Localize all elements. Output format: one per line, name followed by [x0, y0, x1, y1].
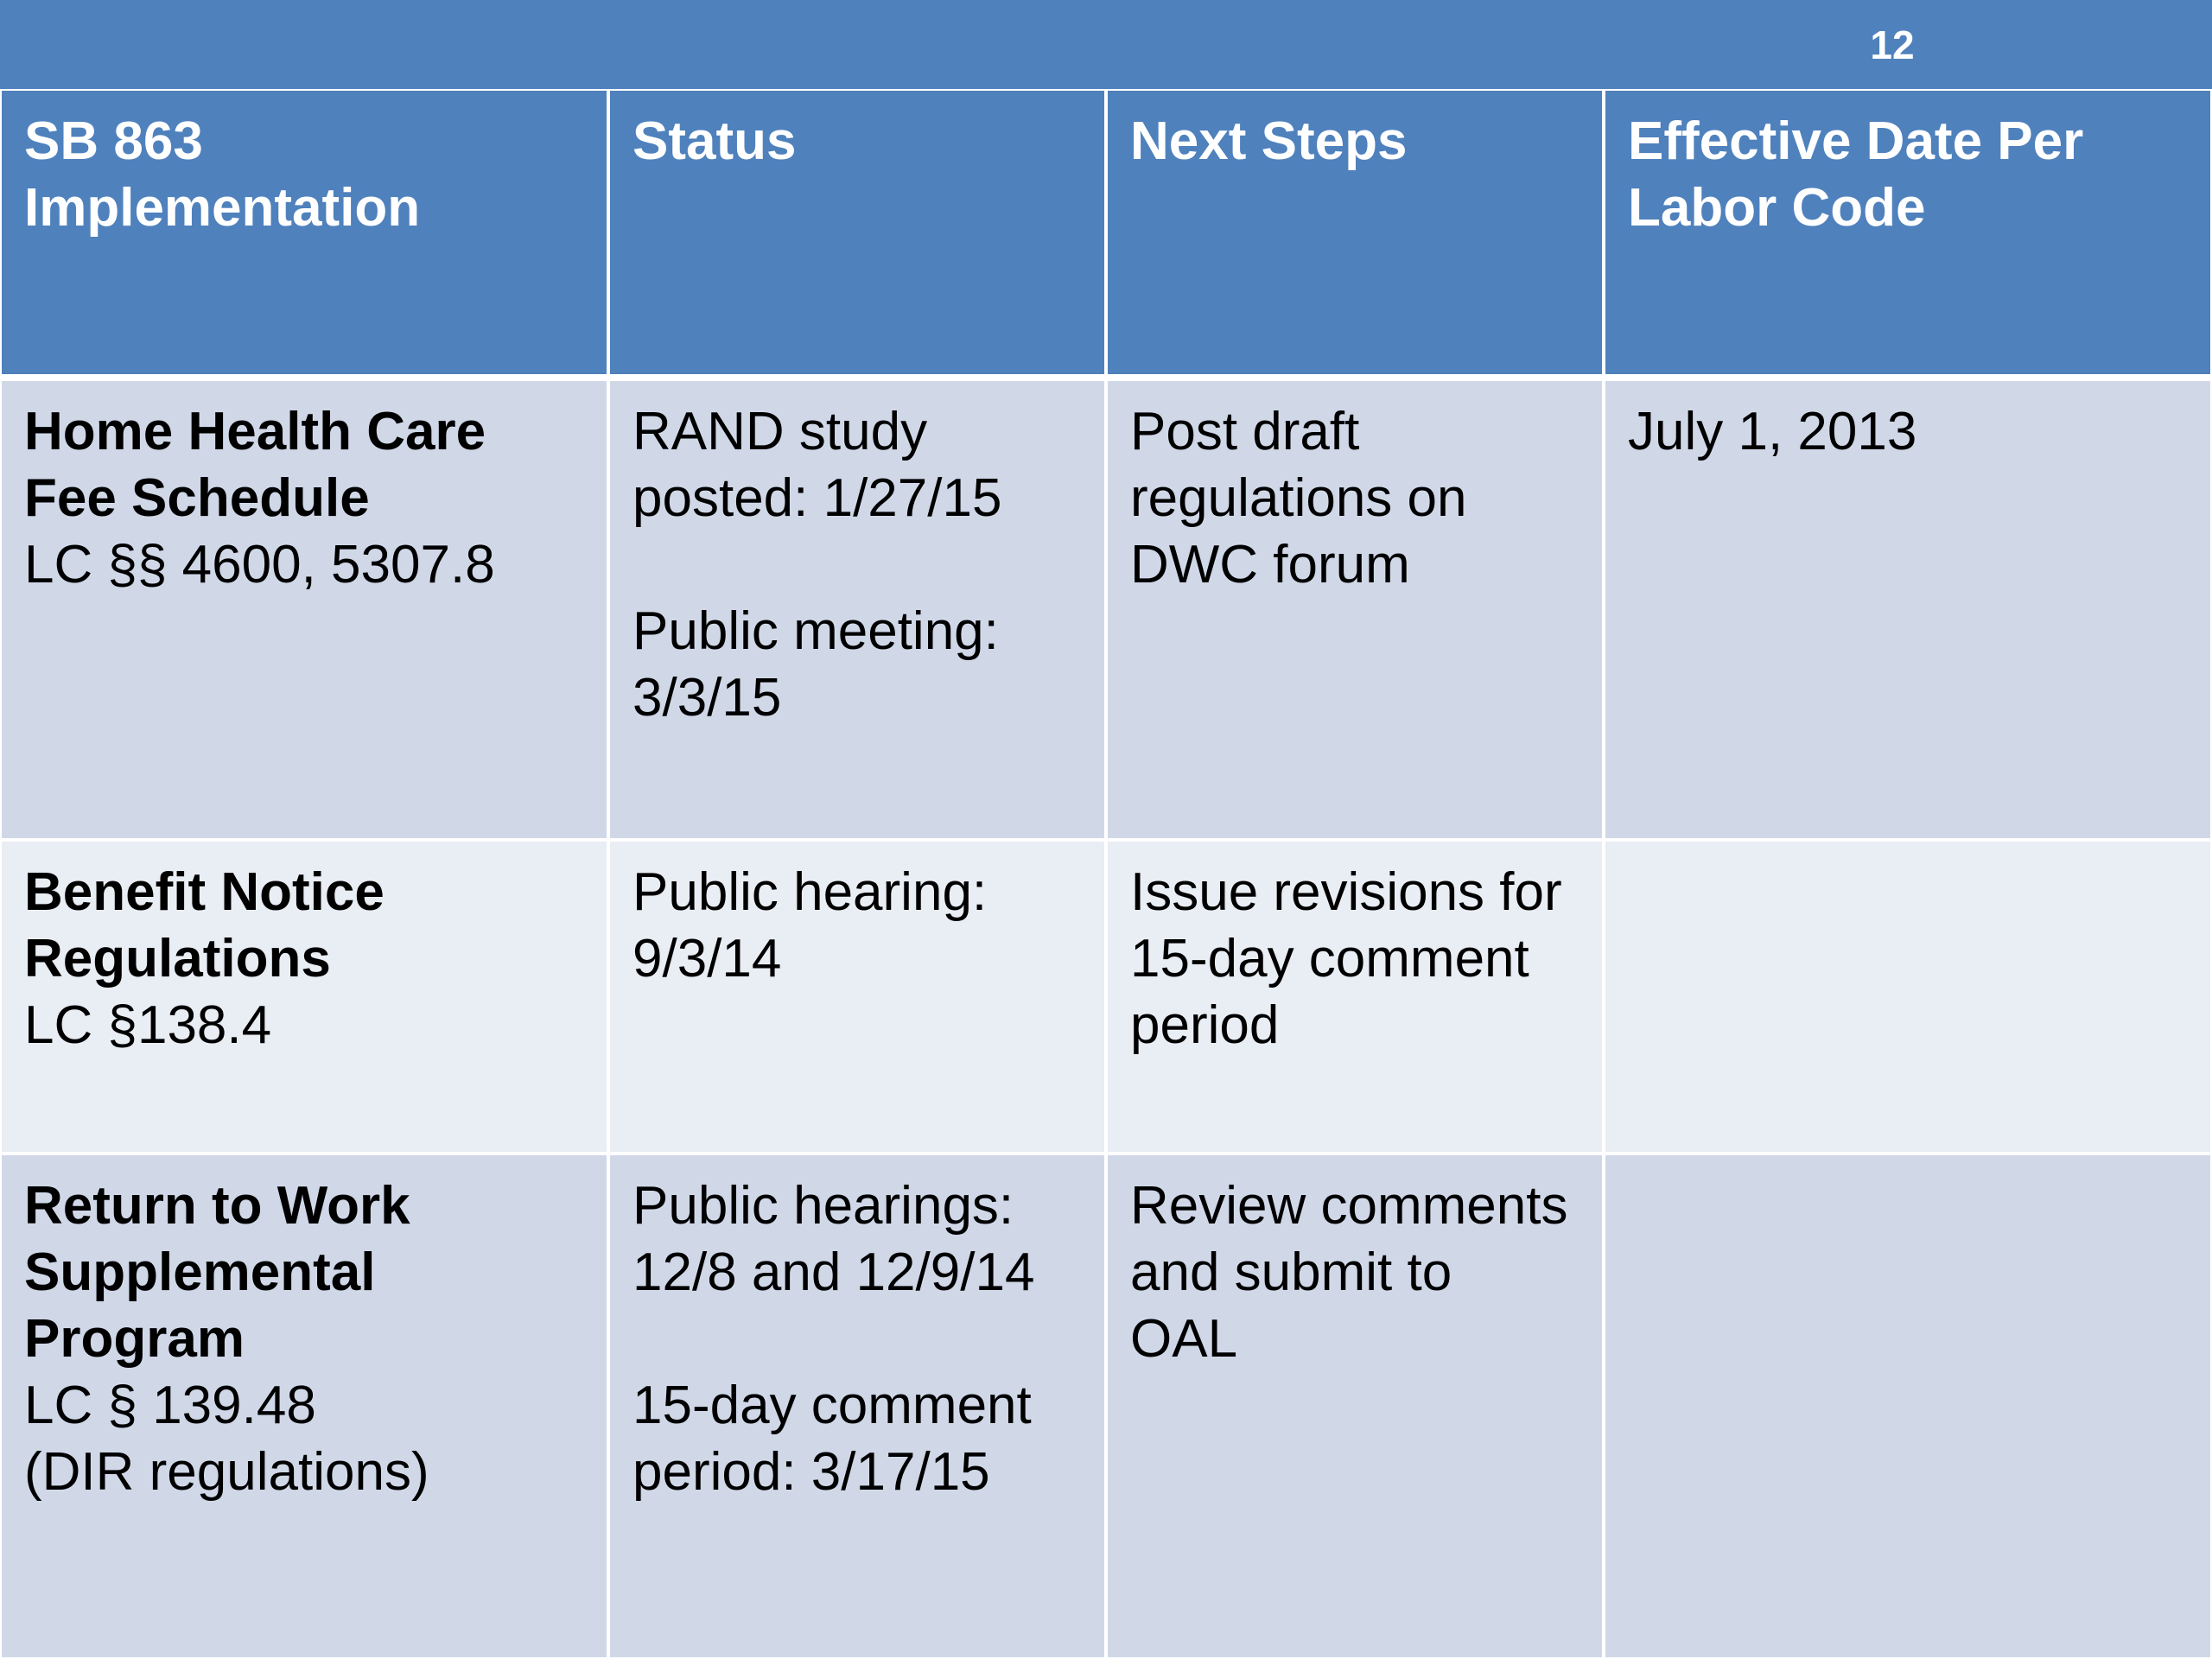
header-status	[608, 89, 1106, 379]
effective-date: July 1, 2013	[1628, 402, 1917, 461]
next-step-text: DWC forum	[1130, 535, 1410, 594]
header-text: Status	[632, 111, 797, 171]
labor-code-ref: LC § 139.48	[24, 1376, 316, 1435]
implementation-table	[0, 89, 2212, 1659]
status-cell	[608, 379, 1106, 840]
next-step-text: Review comments	[1130, 1176, 1568, 1236]
header-text: Next Steps	[1130, 111, 1408, 171]
topic-title: Benefit Notice	[24, 862, 385, 922]
next-steps-cell	[1106, 1154, 1604, 1659]
status-text: period: 3/17/15	[632, 1442, 990, 1502]
labor-code-ref: LC §138.4	[24, 995, 272, 1055]
header-text: Labor Code	[1628, 178, 1926, 238]
status-text: 15-day comment	[632, 1376, 1032, 1435]
next-step-text: regulations on	[1130, 468, 1467, 528]
status-text: Public hearings:	[632, 1176, 1014, 1236]
status-cell	[608, 1154, 1106, 1659]
header-text: Effective Date Per	[1628, 111, 2084, 171]
labor-code-ref: LC §§ 4600, 5307.8	[24, 535, 495, 594]
effective-date-cell	[1604, 1154, 2212, 1659]
status-text: Public meeting:	[632, 601, 999, 661]
status-cell	[608, 840, 1106, 1154]
status-text: posted: 1/27/15	[632, 468, 1002, 528]
effective-date-cell	[1604, 840, 2212, 1154]
next-step-text: OAL	[1130, 1309, 1238, 1369]
status-text: 3/3/15	[632, 668, 782, 728]
topic-title: Return to Work	[24, 1176, 410, 1236]
next-step-text: Post draft	[1130, 402, 1360, 461]
header-effective-date	[1604, 89, 2212, 379]
topic-cell	[0, 379, 608, 840]
next-step-text: period	[1130, 995, 1280, 1055]
header-text: Implementation	[24, 178, 421, 238]
header-text: SB 863	[24, 111, 203, 171]
next-step-text: 15-day comment	[1130, 929, 1529, 988]
topic-cell	[0, 1154, 608, 1659]
next-step-text: and submit to	[1130, 1243, 1452, 1302]
title-bar	[0, 0, 2212, 89]
status-text: RAND study	[632, 402, 928, 461]
topic-title: Program	[24, 1309, 245, 1369]
next-steps-cell	[1106, 840, 1604, 1154]
topic-title: Regulations	[24, 929, 331, 988]
status-text: 9/3/14	[632, 929, 782, 988]
topic-title: Home Health Care	[24, 402, 486, 461]
spacer	[632, 531, 1084, 598]
topic-title: Supplemental	[24, 1243, 376, 1302]
topic-title: Fee Schedule	[24, 468, 370, 528]
header-next-steps	[1106, 89, 1604, 379]
labor-code-note: (DIR regulations)	[24, 1442, 429, 1502]
effective-date-cell	[1604, 379, 2212, 840]
status-text: 12/8 and 12/9/14	[632, 1243, 1035, 1302]
next-step-text: Issue revisions for	[1130, 862, 1562, 922]
status-text: Public hearing:	[632, 862, 988, 922]
topic-cell	[0, 840, 608, 1154]
spacer	[632, 1306, 1084, 1372]
page-number: 12	[1870, 22, 1915, 67]
header-implementation	[0, 89, 608, 379]
next-steps-cell	[1106, 379, 1604, 840]
